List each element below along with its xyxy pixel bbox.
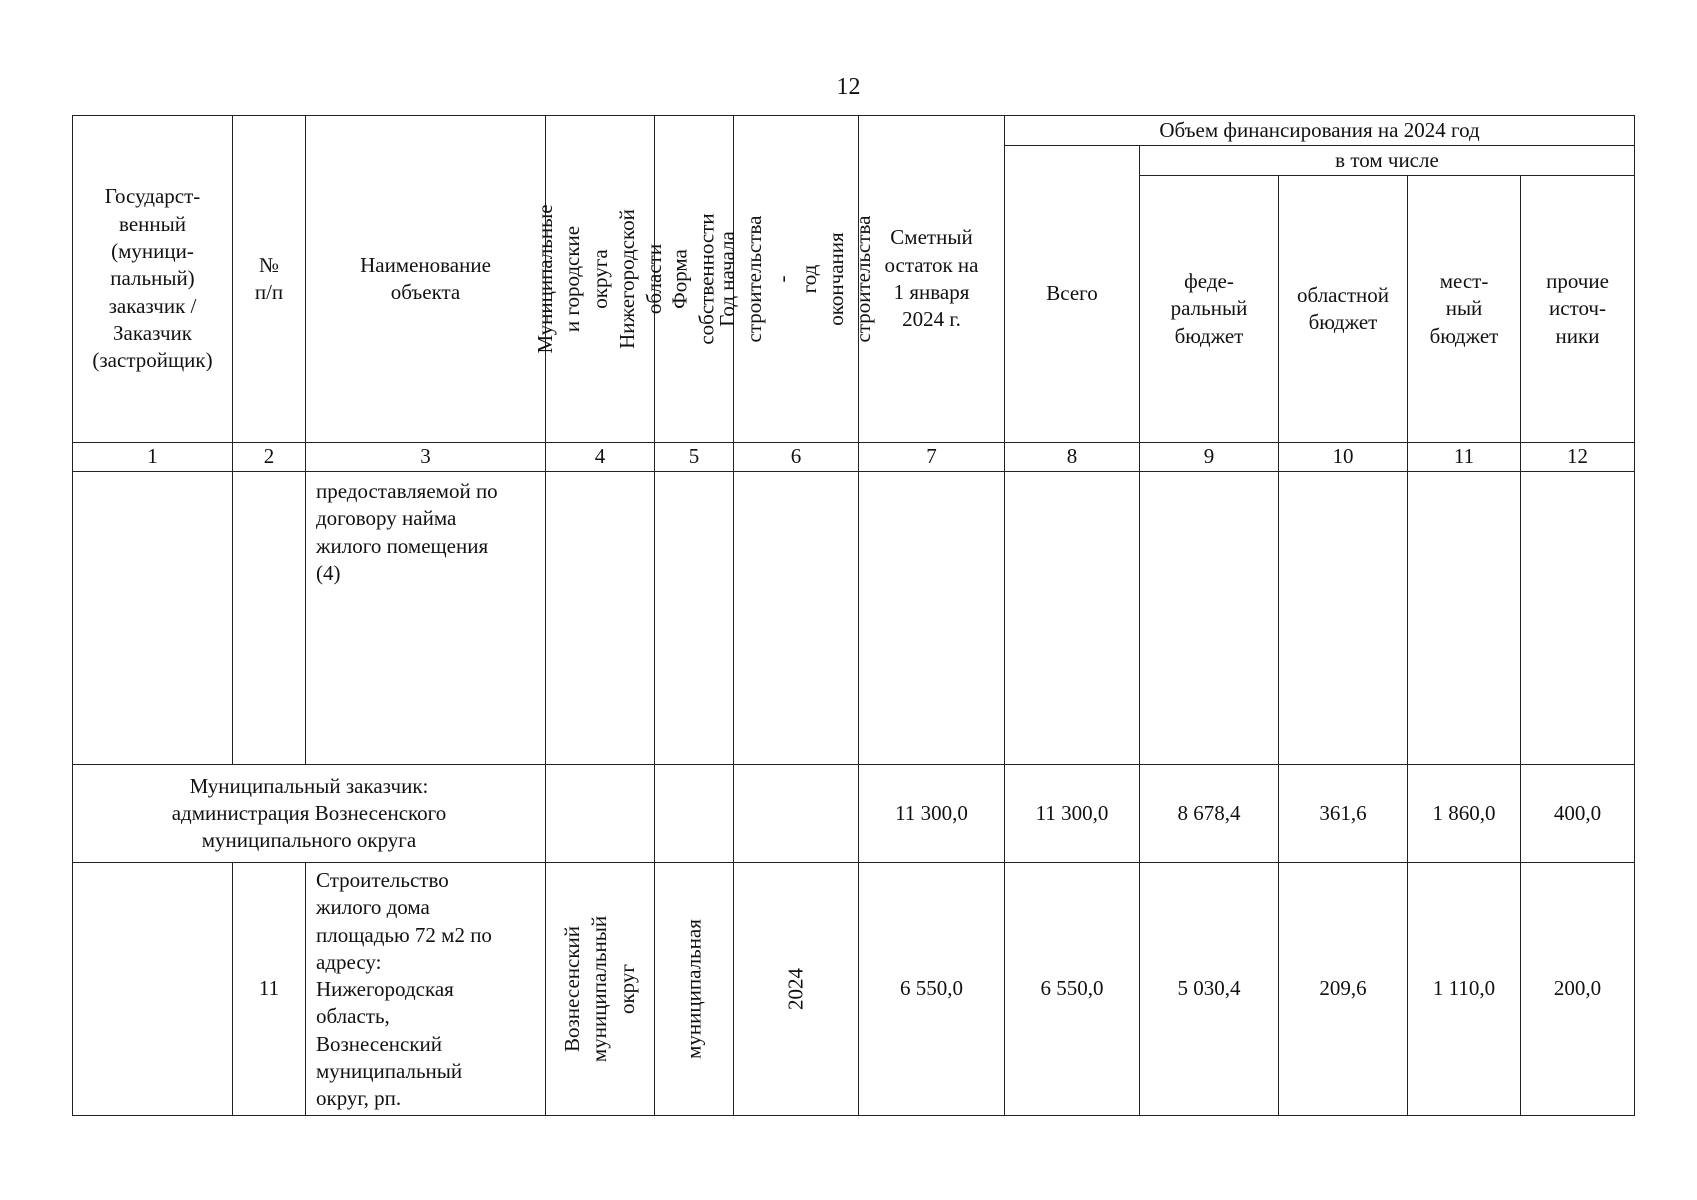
column-number: 2: [233, 443, 306, 472]
customer-total: 11 300,0: [1005, 765, 1140, 863]
cell-empty: [859, 472, 1005, 765]
column-number: 3: [306, 443, 546, 472]
header-municipal-districts: [532, 116, 666, 443]
header-num: № п/п: [233, 116, 306, 443]
column-number: 12: [1521, 443, 1635, 472]
header-construction-years: [715, 116, 876, 443]
header-construction-years-text: Год начала строительства - год окончания строительства: [715, 215, 876, 343]
customer-other: 400,0: [1521, 765, 1635, 863]
cell-empty: [1408, 472, 1521, 765]
column-number: 10: [1279, 443, 1408, 472]
column-number: 1: [73, 443, 233, 472]
cell-empty: [734, 765, 859, 863]
header-estimate-balance: Сметный остаток на 1 января 2024 г.: [859, 116, 1005, 443]
object-ownership-form: [655, 863, 734, 1116]
header-customer: Государст- венный (муници- пальный) заказчик / Заказчик (застройщик): [73, 116, 233, 443]
column-number: 9: [1140, 443, 1279, 472]
cell-empty: [233, 472, 306, 765]
financing-table: [72, 115, 1635, 1116]
customer-estimate-balance: 11 300,0: [859, 765, 1005, 863]
column-number: 4: [546, 443, 655, 472]
object-construction-years-text: 2024: [783, 968, 808, 1010]
header-total: Всего: [1005, 146, 1140, 443]
object-estimate-balance: 6 550,0: [859, 863, 1005, 1116]
header-ownership-form-text: Форма собственности: [667, 213, 719, 345]
object-row: [73, 863, 1635, 1116]
object-total: 6 550,0: [1005, 863, 1140, 1116]
object-federal: 5 030,4: [1140, 863, 1279, 1116]
column-number: 8: [1005, 443, 1140, 472]
cell-empty: [655, 765, 734, 863]
column-number: 6: [734, 443, 859, 472]
cell-empty: [1005, 472, 1140, 765]
continuation-row: [73, 472, 1635, 765]
header-object-name: Наименование объекта: [306, 116, 546, 443]
header-row-1: [73, 116, 1635, 146]
header-including: в том числе: [1140, 146, 1635, 176]
header-other: прочие источ- ники: [1521, 176, 1635, 443]
cell-empty: [546, 472, 655, 765]
cell-empty: [73, 472, 233, 765]
object-municipal-district-text: Вознесенский муниципальный округ: [560, 915, 639, 1063]
object-municipal-district: [546, 863, 655, 1116]
column-numbers-row: [73, 443, 1635, 472]
column-number: 5: [655, 443, 734, 472]
object-ownership-form-text: муниципальная: [681, 919, 706, 1059]
header-regional: областной бюджет: [1279, 176, 1408, 443]
object-num: 11: [233, 863, 306, 1116]
column-number: 11: [1408, 443, 1521, 472]
cell-empty: [734, 472, 859, 765]
object-construction-years: [734, 863, 859, 1116]
object-local: 1 110,0: [1408, 863, 1521, 1116]
object-name: Строительство жилого дома площадью 72 м2 по адресу: Нижегородская область, Вознесенский муниципальный округ, рп.: [306, 863, 546, 1116]
page-number: 12: [836, 74, 861, 100]
customer-regional: 361,6: [1279, 765, 1408, 863]
customer-federal: 8 678,4: [1140, 765, 1279, 863]
customer-local: 1 860,0: [1408, 765, 1521, 863]
cell-empty: [546, 765, 655, 863]
cell-empty: [1521, 472, 1635, 765]
continuation-object-name: предоставляемой по договору найма жилого помещения (4): [306, 472, 546, 765]
customer-row: [73, 765, 1635, 863]
cell-empty: [1279, 472, 1408, 765]
header-local: мест- ный бюджет: [1408, 176, 1521, 443]
column-number: 7: [859, 443, 1005, 472]
cell-empty: [1140, 472, 1279, 765]
header-financing-volume: Объем финансирования на 2024 год: [1005, 116, 1635, 146]
cell-empty: [73, 863, 233, 1116]
object-regional: 209,6: [1279, 863, 1408, 1116]
object-other: 200,0: [1521, 863, 1635, 1116]
cell-empty: [655, 472, 734, 765]
customer-label: Муниципальный заказчик: администрация Вознесенского муниципального округа: [73, 765, 546, 863]
header-municipal-districts-text: Муниципальные и городские округа Нижегородской области: [532, 204, 666, 354]
header-federal: феде- ральный бюджет: [1140, 176, 1279, 443]
